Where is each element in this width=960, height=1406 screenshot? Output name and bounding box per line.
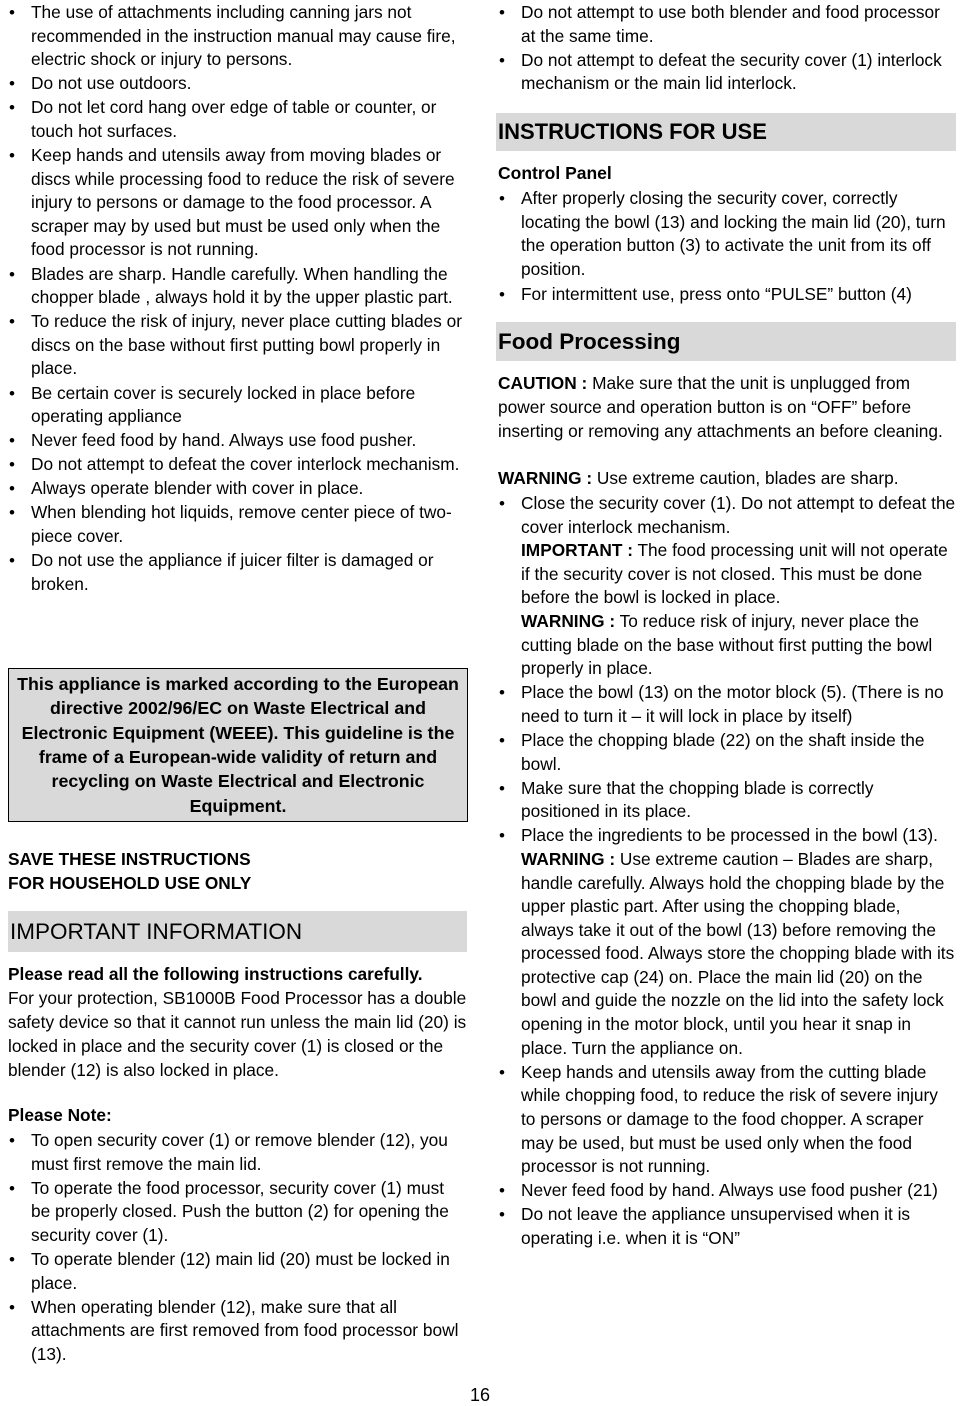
caution-label: CAUTION : [498, 373, 588, 393]
weee-notice-text: This appliance is marked according to the European directive 2002/96/EC on Waste Electrical and Electronic Equipment (WEEE). This guideline is the frame of a European-wide validity of return and recycling on Waste Electrical and Electronic Equipment. [17, 674, 459, 816]
page-number: 16 [470, 1385, 491, 1405]
food-processing-heading [496, 322, 956, 361]
save-line-2: FOR HOUSEHOLD USE ONLY [8, 873, 252, 894]
list-item: • Do not use the appliance if juicer filter is damaged or broken. [8, 549, 470, 596]
list-item: • Keep hands and utensils away from the cutting blade while chopping food, to reduce the risk of severe injury to persons or damage to the food chopper. A scraper may be used, but must be used only when the food processor is not running. [498, 1061, 956, 1179]
list-item: • Do not leave the appliance unsupervised when it is operating i.e. when it is “ON” [498, 1203, 956, 1250]
right-top-bullet-list [498, 1, 956, 96]
list-item: • To operate blender (12) main lid (20) must be locked in place. [8, 1248, 468, 1295]
read-carefully-line: Please read all the following instructions carefully. [8, 964, 423, 984]
control-panel-heading: Control Panel [498, 163, 612, 183]
please-note-label: Please Note: [8, 1105, 112, 1125]
instructions-for-use-title: INSTRUCTIONS FOR USE [498, 119, 767, 144]
caution-text: Make sure that the unit is unplugged from power source and operation button is on “OFF” before inserting or removing any attachments an before cleaning. [498, 373, 943, 441]
list-item [498, 492, 956, 681]
warning-text: Use extreme caution – Blades are sharp, handle carefully. Always hold the chopping blade by the upper plastic part. After using the chopping blade, always take it out of the bowl (13) before removing the processed food. Always store the chopping blade with its protective cap (24) on. Place the main lid (20) on the bowl and guide the nozzle on the lid into the safety lock opening in the motor block, until you hear it snap in place. Turn the appliance on. [521, 848, 955, 1058]
list-item: • Make sure that the chopping blade is correctly positioned in its place. [498, 777, 956, 824]
warning-label: WARNING : [498, 468, 593, 488]
important-information-title: IMPORTANT INFORMATION [10, 918, 303, 944]
note-bullet-list [8, 1129, 468, 1367]
list-item: • Do not attempt to defeat the security cover (1) interlock mechanism or the main lid interlock. [498, 49, 956, 96]
list-item: • Place the bowl (13) on the motor block (5). (There is no need to turn it – it will lock in place by itself) [498, 681, 956, 728]
list-item: • Do not use outdoors. [8, 72, 470, 96]
place-ingredients-step: • Place the ingredients to be processed in the bowl (13). [521, 825, 938, 846]
list-item: • The use of attachments including canning jars not recommended in the instruction manual may cause fire, electric shock or injury to persons. [8, 1, 470, 72]
list-item: • When operating blender (12), make sure that all attachments are first removed from food processor bowl (13). [8, 1296, 468, 1367]
list-item: • Do not attempt to use both blender and food processor at the same time. [498, 1, 956, 48]
warning-text: Use extreme caution, blades are sharp. [592, 468, 899, 488]
list-item: • Always operate blender with cover in place. [8, 477, 470, 501]
list-item: • Blades are sharp. Handle carefully. When handling the chopper blade , always hold it by the upper plastic part. [8, 263, 470, 310]
chopping-warning-note [521, 848, 956, 1060]
important-information-heading [8, 911, 467, 952]
instructions-for-use-heading [496, 113, 956, 151]
protection-text: For your protection, SB1000B Food Processor has a double safety device so that it cannot run unless the main lid (20) is locked in place and the security cover (1) is closed or the blender (12) is also locked in place. [8, 987, 467, 1080]
save-instructions [8, 847, 468, 896]
warning-label: WARNING : [521, 610, 616, 631]
list-item: • Do not attempt to defeat the cover interlock mechanism. [8, 453, 470, 477]
list-item: • Be certain cover is securely locked in place before operating appliance [8, 382, 470, 429]
list-item: • To operate the food processor, security cover (1) must be properly closed. Push the button (2) for opening the security cover (1). [8, 1177, 468, 1248]
blade-warning-note [521, 610, 956, 681]
food-processing-title: Food Processing [498, 328, 681, 354]
important-label: IMPORTANT : [521, 540, 633, 561]
warning-paragraph [498, 467, 956, 491]
safety-bullet-list [8, 1, 470, 597]
protection-paragraph [8, 963, 470, 1083]
list-item: • After properly closing the security cover, correctly locating the bowl (13) and locking the main lid (20), turn the operation button (3) to activate the unit from its off position. [498, 187, 956, 281]
food-processing-bullet-list [498, 492, 956, 1251]
list-item: • Keep hands and utensils away from moving blades or discs while processing food to reduce the risk of severe injury to persons or damage to the food processor. A scraper may by used but must be used only when the food processor is not running. [8, 144, 470, 262]
list-item: • To open security cover (1) or remove blender (12), you must first remove the main lid. [8, 1129, 468, 1176]
important-text: The food processing unit will not operate if the security cover is not closed. This must be done before the bowl is locked in place. [521, 540, 948, 608]
list-item: • Never feed food by hand. Always use food pusher. [8, 429, 470, 453]
caution-paragraph [498, 372, 956, 444]
warning-label: WARNING : [521, 848, 616, 869]
list-item: • Never feed food by hand. Always use food pusher (21) [498, 1179, 956, 1203]
save-line-1: SAVE THESE INSTRUCTIONS [8, 849, 251, 869]
list-item: • To reduce the risk of injury, never place cutting blades or discs on the base without first putting bowl properly in place. [8, 310, 470, 381]
important-note [521, 539, 956, 610]
list-item: • For intermittent use, press onto “PULSE” button (4) [498, 283, 956, 307]
list-item: • Place the chopping blade (22) on the shaft inside the bowl. [498, 729, 956, 776]
list-item [498, 824, 956, 1060]
control-panel-bullet-list [498, 187, 956, 307]
list-item: • When blending hot liquids, remove center piece of two-piece cover. [8, 501, 470, 548]
weee-notice-box [8, 668, 468, 822]
warning-text: To reduce risk of injury, never place the cutting blade on the base without first putting the bowl properly in place. [521, 610, 933, 679]
list-item: • Do not let cord hang over edge of table or counter, or touch hot surfaces. [8, 96, 470, 143]
close-cover-step: • Close the security cover (1). Do not attempt to defeat the cover interlock mechanism. [521, 493, 956, 537]
